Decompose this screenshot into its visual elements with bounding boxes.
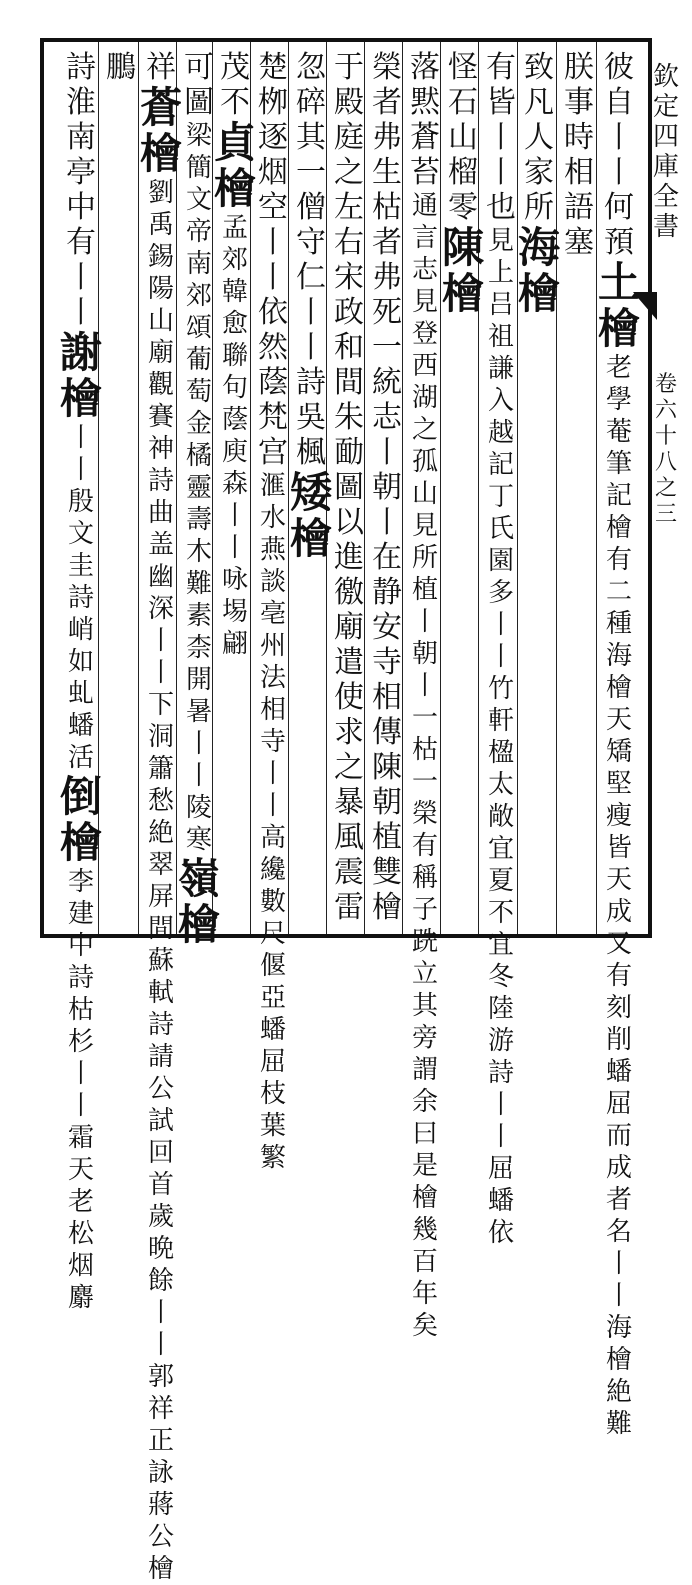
- column-text: 忽 碎 其 一 僧 守 仁 丨 丨 詩 吳 楓: [296, 50, 326, 470]
- text-column: [368, 50, 406, 925]
- entry-note: 劉 禹 錫 陽 山 廟 觀 賽 神 詩 曲 盖 幽 深 丨 丨 下 洞 簫 愁 絶 翠 屏 間 蘇 軾 詩 請 公 試 回 首 歲 晩 餘 丨 丨 郭 祥 正 詠 蔣 公 檜: [147, 178, 174, 1584]
- text-column: [140, 50, 183, 1585]
- entry-heading: 倒 檜: [60, 772, 103, 867]
- entry-heading: 海 檜: [518, 223, 561, 318]
- entry-heading: 矮 檜: [290, 468, 333, 563]
- text-column: [482, 50, 520, 1249]
- entry-note: 老 學 菴 筆 記 檜 有 二 種 海 檜 天 矯 堅 瘦 皆 天 成 又 有 刻 削 蟠 屈 而 成 者 名 丨 丨 海 檜 絶 難: [605, 353, 632, 1439]
- entry-heading: 土 檜: [598, 258, 641, 353]
- entry-heading: 貞 檜: [214, 118, 257, 213]
- column-text: 榮 者 弗 生 枯 者 弗 死 一 統 志 丨 朝 丨 在 静 安 寺 相 傳 陳 朝 植 雙 檜: [372, 50, 402, 925]
- column-text: 可 圖: [184, 50, 214, 120]
- text-column: [560, 50, 598, 260]
- column-text: 祥: [146, 50, 176, 85]
- column-text: 茂 不: [220, 50, 250, 120]
- column-text: 鵬: [106, 50, 136, 85]
- text-column: [598, 50, 641, 1440]
- column-text: 詩 淮 南 亭 中 有 丨 丨: [66, 50, 96, 330]
- text-column: [254, 50, 292, 1174]
- entry-heading: 嶺 檜: [178, 854, 221, 949]
- column-text: 有 皆 丨 丨 也: [486, 50, 516, 225]
- column-rule: [138, 42, 139, 934]
- column-text: 怪 石 山 榴 零: [448, 50, 478, 225]
- text-column: [214, 50, 257, 660]
- volume-label: 卷 六 十 八 之 三: [654, 372, 677, 527]
- entry-note: 丨 丨 殷 文 圭 詩 峭 如 虬 蟠 活: [67, 423, 94, 773]
- text-column: [102, 50, 140, 85]
- column-text: 朕 事 時 相 語 塞: [564, 50, 594, 260]
- text-column: [178, 50, 221, 949]
- entry-note: 李 建 中 詩 枯 杉 丨 丨 霜 天 老 松 烟 麝: [67, 867, 94, 1313]
- column-text: 落 黙 蒼 苔: [410, 50, 440, 190]
- text-column: [330, 50, 368, 925]
- entry-heading: 蒼 檜: [140, 83, 183, 178]
- entry-note: 見 上 吕 祖 謙 入 越 記 丁 氏 園 多 丨 丨 竹 軒 楹 太 敞 宜 夏 不 宜 冬 陸 游 詩 丨 丨 屈 蟠 依: [487, 226, 514, 1248]
- entry-note: 孟 郊 韓 愈 聯 句 蔭 庾 森 丨 丨 咏 埸 翩: [221, 213, 248, 659]
- text-column: [442, 50, 485, 318]
- entry-note: 通 言 志 見 登 西 湖 之 孤 山 見 所 植 丨 朝 丨 一 枯 一 榮 有 稱 子 跣 立 其 旁 謂 余 曰 是 檜 幾 百 年 矣: [411, 191, 438, 1341]
- text-column: [518, 50, 561, 318]
- text-column: [406, 50, 444, 1342]
- entry-heading: 陳 檜: [442, 223, 485, 318]
- book-title: 欽 定 四 庫 全 書: [652, 62, 679, 242]
- text-column: [60, 50, 103, 1314]
- entry-note: 滙 水 燕 談 亳 州 法 相 寺 丨 丨 高 纔 數 尺 偃 亞 蟠 屈 枝 葉 繁: [259, 471, 286, 1173]
- column-text: 彼 自 丨 丨 何 預: [604, 50, 634, 260]
- entry-heading: 謝 檜: [60, 328, 103, 423]
- column-text: 楚 栁 逐 烟 空 丨 丨 依 然 蔭 梵 宫: [258, 50, 288, 470]
- column-text: 致 凡 人 家 所: [524, 50, 554, 225]
- text-column: [290, 50, 333, 563]
- column-text: 于 殿 庭 之 左 右 宋 政 和 間 朱 勔 圖 以 進 徼 廟 遣 使 求 之 暴 風 震 雷: [334, 50, 364, 925]
- entry-note: 梁 簡 文 帝 南 郊 頌 葡 萄 金 橘 靈 壽 木 難 素 柰 開 暑 丨 丨 陵 寒: [185, 121, 212, 855]
